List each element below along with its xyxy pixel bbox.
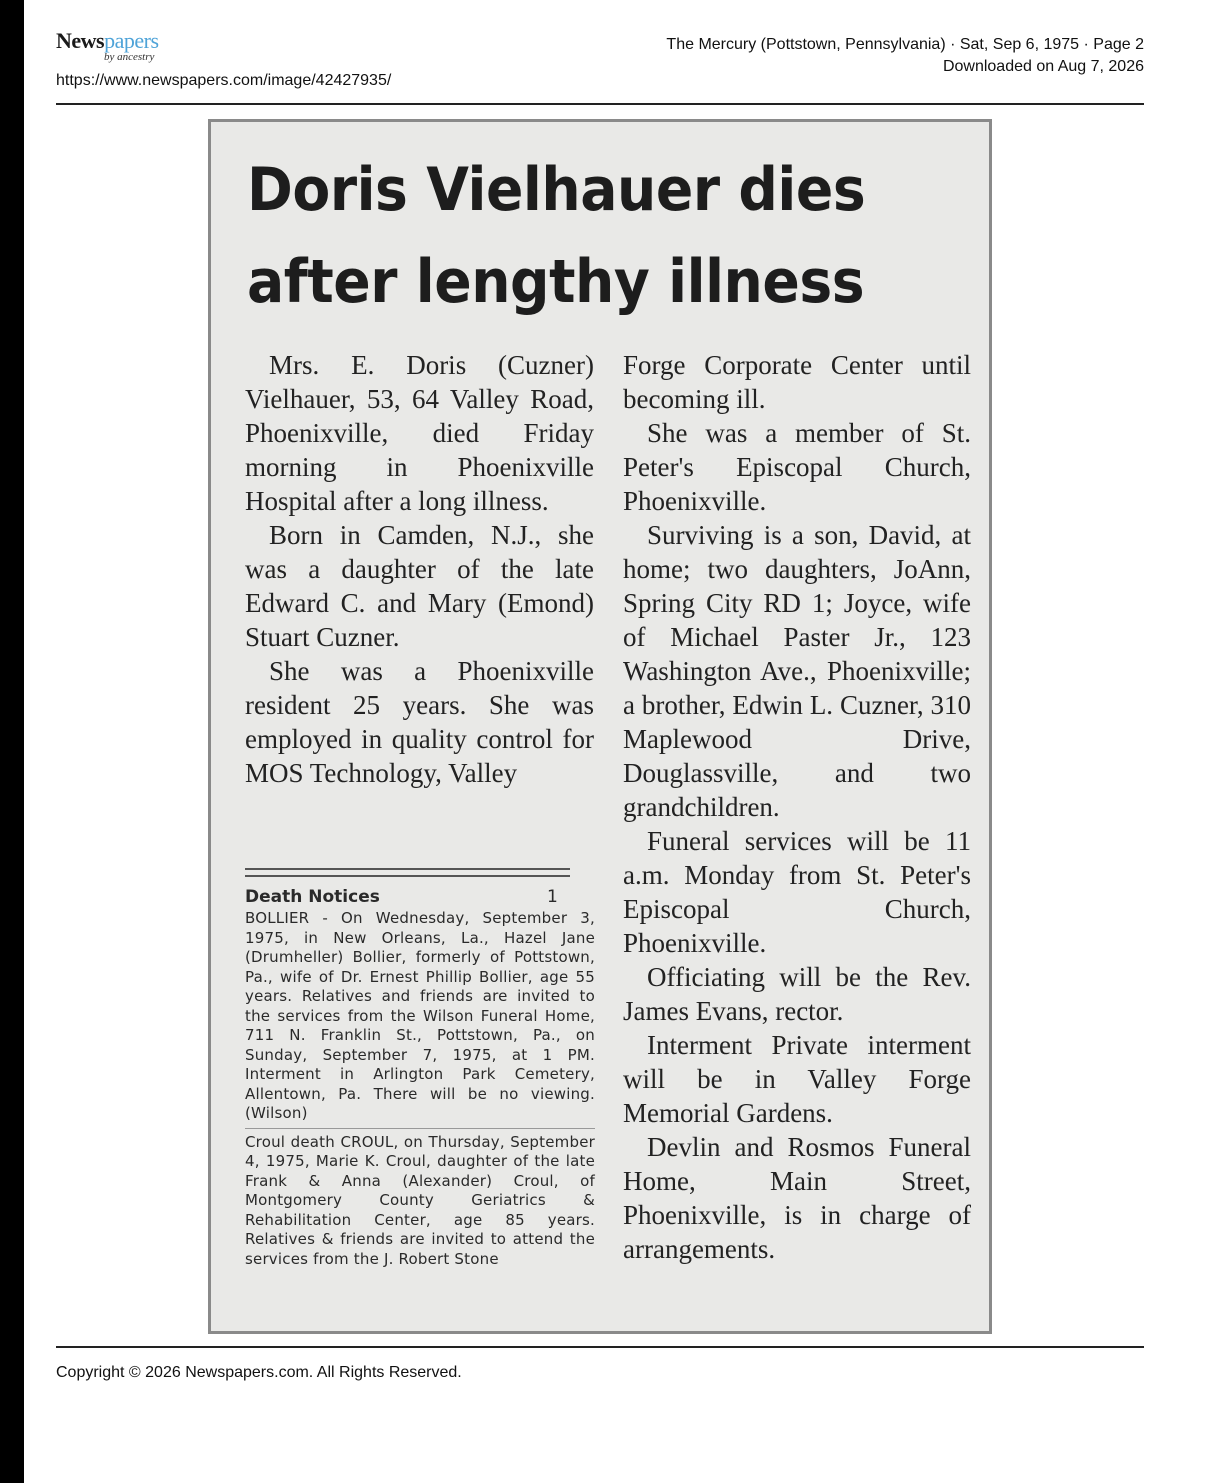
- article-paragraph: Interment Private interment will be in Valley Forge Memorial Gardens.: [623, 1030, 971, 1128]
- notices-double-rule: [245, 868, 570, 877]
- article-paragraph: She was a Phoenixville resident 25 years. She was employed in quality control for MOS Technology, Valley: [245, 656, 594, 788]
- headline-line-2: after lengthy illness: [247, 247, 865, 317]
- article-paragraph: Born in Camden, N.J., she was a daughter of the late Edward C. and Mary (Emond) Stuart Cuzner.: [245, 520, 594, 652]
- death-notices-title: Death Notices: [245, 887, 380, 907]
- header-divider: [56, 103, 1144, 105]
- article-paragraph: Forge Corporate Center until becoming ill.: [623, 350, 971, 414]
- logo-wordmark: Newspapers: [56, 28, 159, 53]
- article-paragraph: Funeral services will be 11 a.m. Monday from St. Peter's Episcopal Church, Phoenixville.: [623, 826, 971, 958]
- logo-ancestry-tagline: by ancestry: [104, 51, 155, 63]
- source-publication: The Mercury (Pottstown, Pennsylvania) · Sat, Sep 6, 1975 · Page 2: [666, 36, 1144, 53]
- footer-divider: [56, 1346, 1144, 1348]
- article-column-right: [623, 348, 971, 1266]
- newspaper-clipping: [208, 119, 992, 1334]
- download-date: Downloaded on Aug 7, 2026: [942, 58, 1144, 75]
- copyright-notice: Copyright © 2026 Newspapers.com. All Rights Reserved.: [56, 1364, 462, 1381]
- source-info: [544, 34, 1144, 78]
- death-notices: [245, 868, 595, 1269]
- headline-line-1: Doris Vielhauer dies: [247, 155, 866, 225]
- article-paragraph: Devlin and Rosmos Funeral Home, Main Street, Phoenixville, is in charge of arrangements.: [623, 1132, 971, 1264]
- image-url[interactable]: https://www.newspapers.com/image/42427935/: [56, 72, 392, 89]
- notice-bollier: BOLLIER - On Wednesday, September 3, 1975, in New Orleans, La., Hazel Jane (Drumheller) Bollier, formerly of Pottstown, Pa., wife of Dr. Ernest Phillip Bollier, age 55 years. Relatives and friends are invited to the services from the Wilson Funeral Home, 711 N. Franklin St., Pottstown, Pa., on Sunday, September 7, 1975, at 1 PM. Interment in Arlington Park Cemetery, Allentown, Pa. There will be no viewing. (Wilson): [245, 909, 595, 1122]
- article-paragraph: She was a member of St. Peter's Episcopal Church, Phoenixville.: [623, 418, 971, 516]
- notice-croul: Croul death CROUL, on Thursday, September 4, 1975, Marie K. Croul, daughter of the late Frank & Anna (Alexander) Croul, of Montgomery County Geriatrics & Rehabilitation Center, age 85 years. Relatives & friends are invited to attend the services from the J. Robert Stone: [245, 1132, 595, 1268]
- article-headline: [247, 144, 909, 328]
- article-paragraph: Mrs. E. Doris (Cuzner) Vielhauer, 53, 64 Valley Road, Phoenixville, died Friday morning in Phoenixville Hospital after a long illness.: [245, 350, 594, 516]
- newspapers-logo[interactable]: [56, 28, 206, 68]
- notice-separator: [245, 1128, 595, 1129]
- article-column-left: [245, 348, 594, 790]
- death-notices-number: 1: [547, 887, 558, 907]
- death-notices-header: [245, 887, 595, 909]
- article-paragraph: Officiating will be the Rev. James Evans, rector.: [623, 962, 971, 1026]
- article-paragraph: Surviving is a son, David, at home; two daughters, JoAnn, Spring City RD 1; Joyce, wife of Michael Paster Jr., 123 Washington Ave., Phoenixville; a brother, Edwin L. Cuzner, 310 Maplewood Drive, Douglassville, and two grandchildren.: [623, 520, 971, 822]
- page: [24, 0, 1206, 1483]
